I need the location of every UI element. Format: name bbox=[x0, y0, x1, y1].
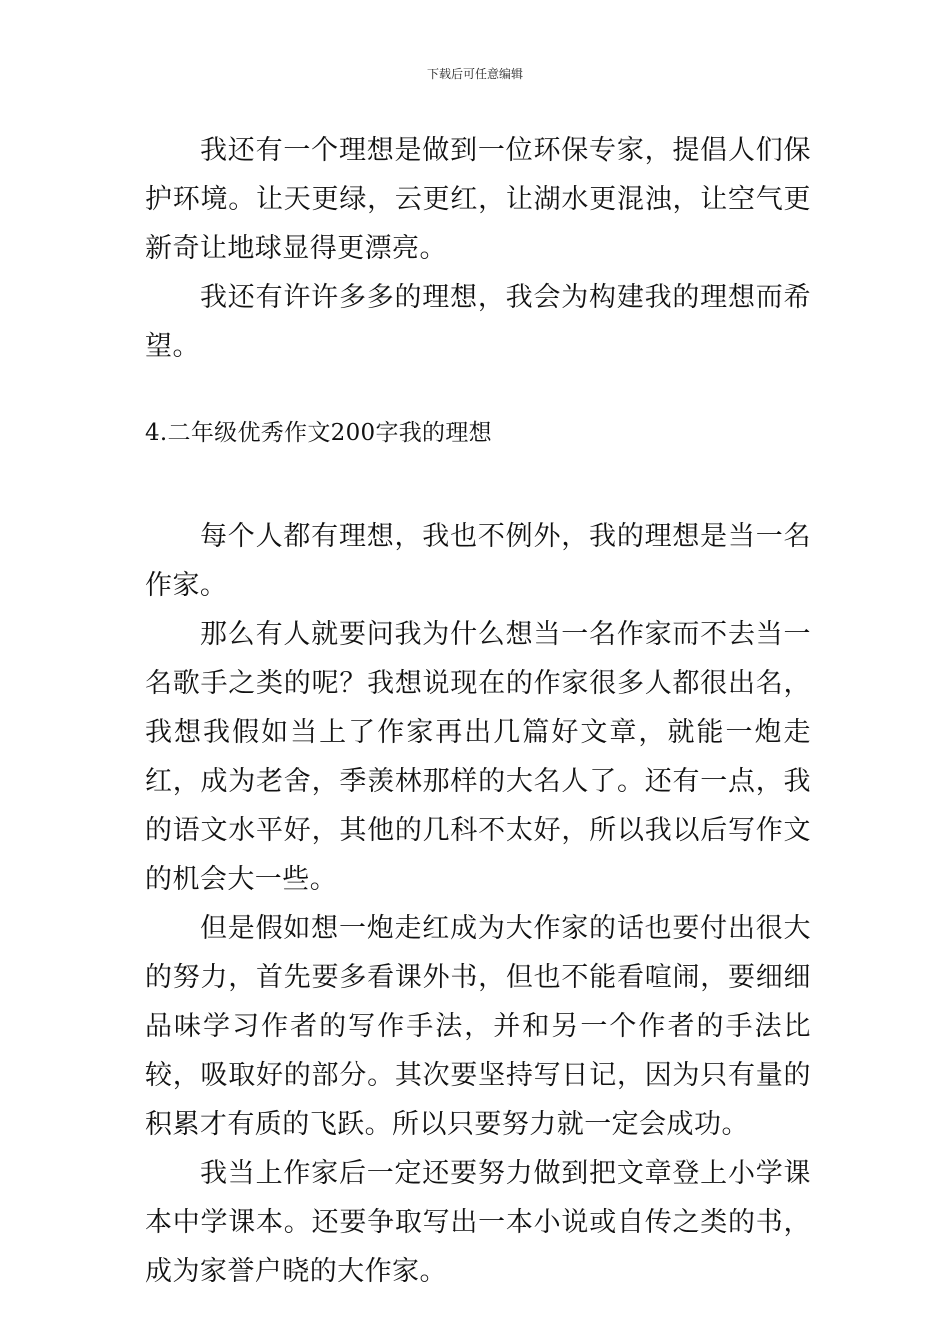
paragraph-many-ideals: 我还有许许多多的理想，我会为构建我的理想而希望。 bbox=[145, 282, 811, 362]
page-header: 下载后可任意编辑 bbox=[426, 67, 523, 81]
paragraph-environment-expert: 我还有一个理想是做到一位环保专家，提倡人们保护环境。让天更绿，云更红，让湖水更混浊，让空气更新奇让地球显得更漂亮。 bbox=[145, 135, 811, 264]
paragraph-why-writer: 那么有人就要问我为什么想当一名作家而不去当一名歌手之类的呢？我想说现在的作家很多人都很出名，我想我假如当上了作家再出几篇好文章，就能一炮走红，成为老舍，季羡林那样的大名人了。还有一点，我的语文水平好，其他的几科不太好，所以我以后写作文的机会大一些。 bbox=[145, 619, 811, 895]
paragraph-effort: 但是假如想一炮走红成为大作家的话也要付出很大的努力，首先要多看课外书，但也不能看喧闹，要细细品味学习作者的写作手法，并和另一个作者的手法比较，吸取好的部分。其次要坚持写日记，因为只有量的积累才有质的飞跃。所以只要努力就一定会成功。 bbox=[145, 913, 811, 1140]
spacer bbox=[145, 448, 811, 512]
paragraph-want-writer: 每个人都有理想，我也不例外，我的理想是当一名作家。 bbox=[145, 521, 811, 601]
paragraph-future-goals: 我当上作家后一定还要努力做到把文章登上小学课本中学课本。还要争取写出一本小说或自传之类的书，成为家誉户晓的大作家。 bbox=[145, 1158, 811, 1287]
spacer bbox=[145, 371, 811, 418]
section-heading: 4.二年级优秀作文200字我的理想 bbox=[145, 420, 492, 446]
document-body bbox=[145, 126, 811, 1296]
